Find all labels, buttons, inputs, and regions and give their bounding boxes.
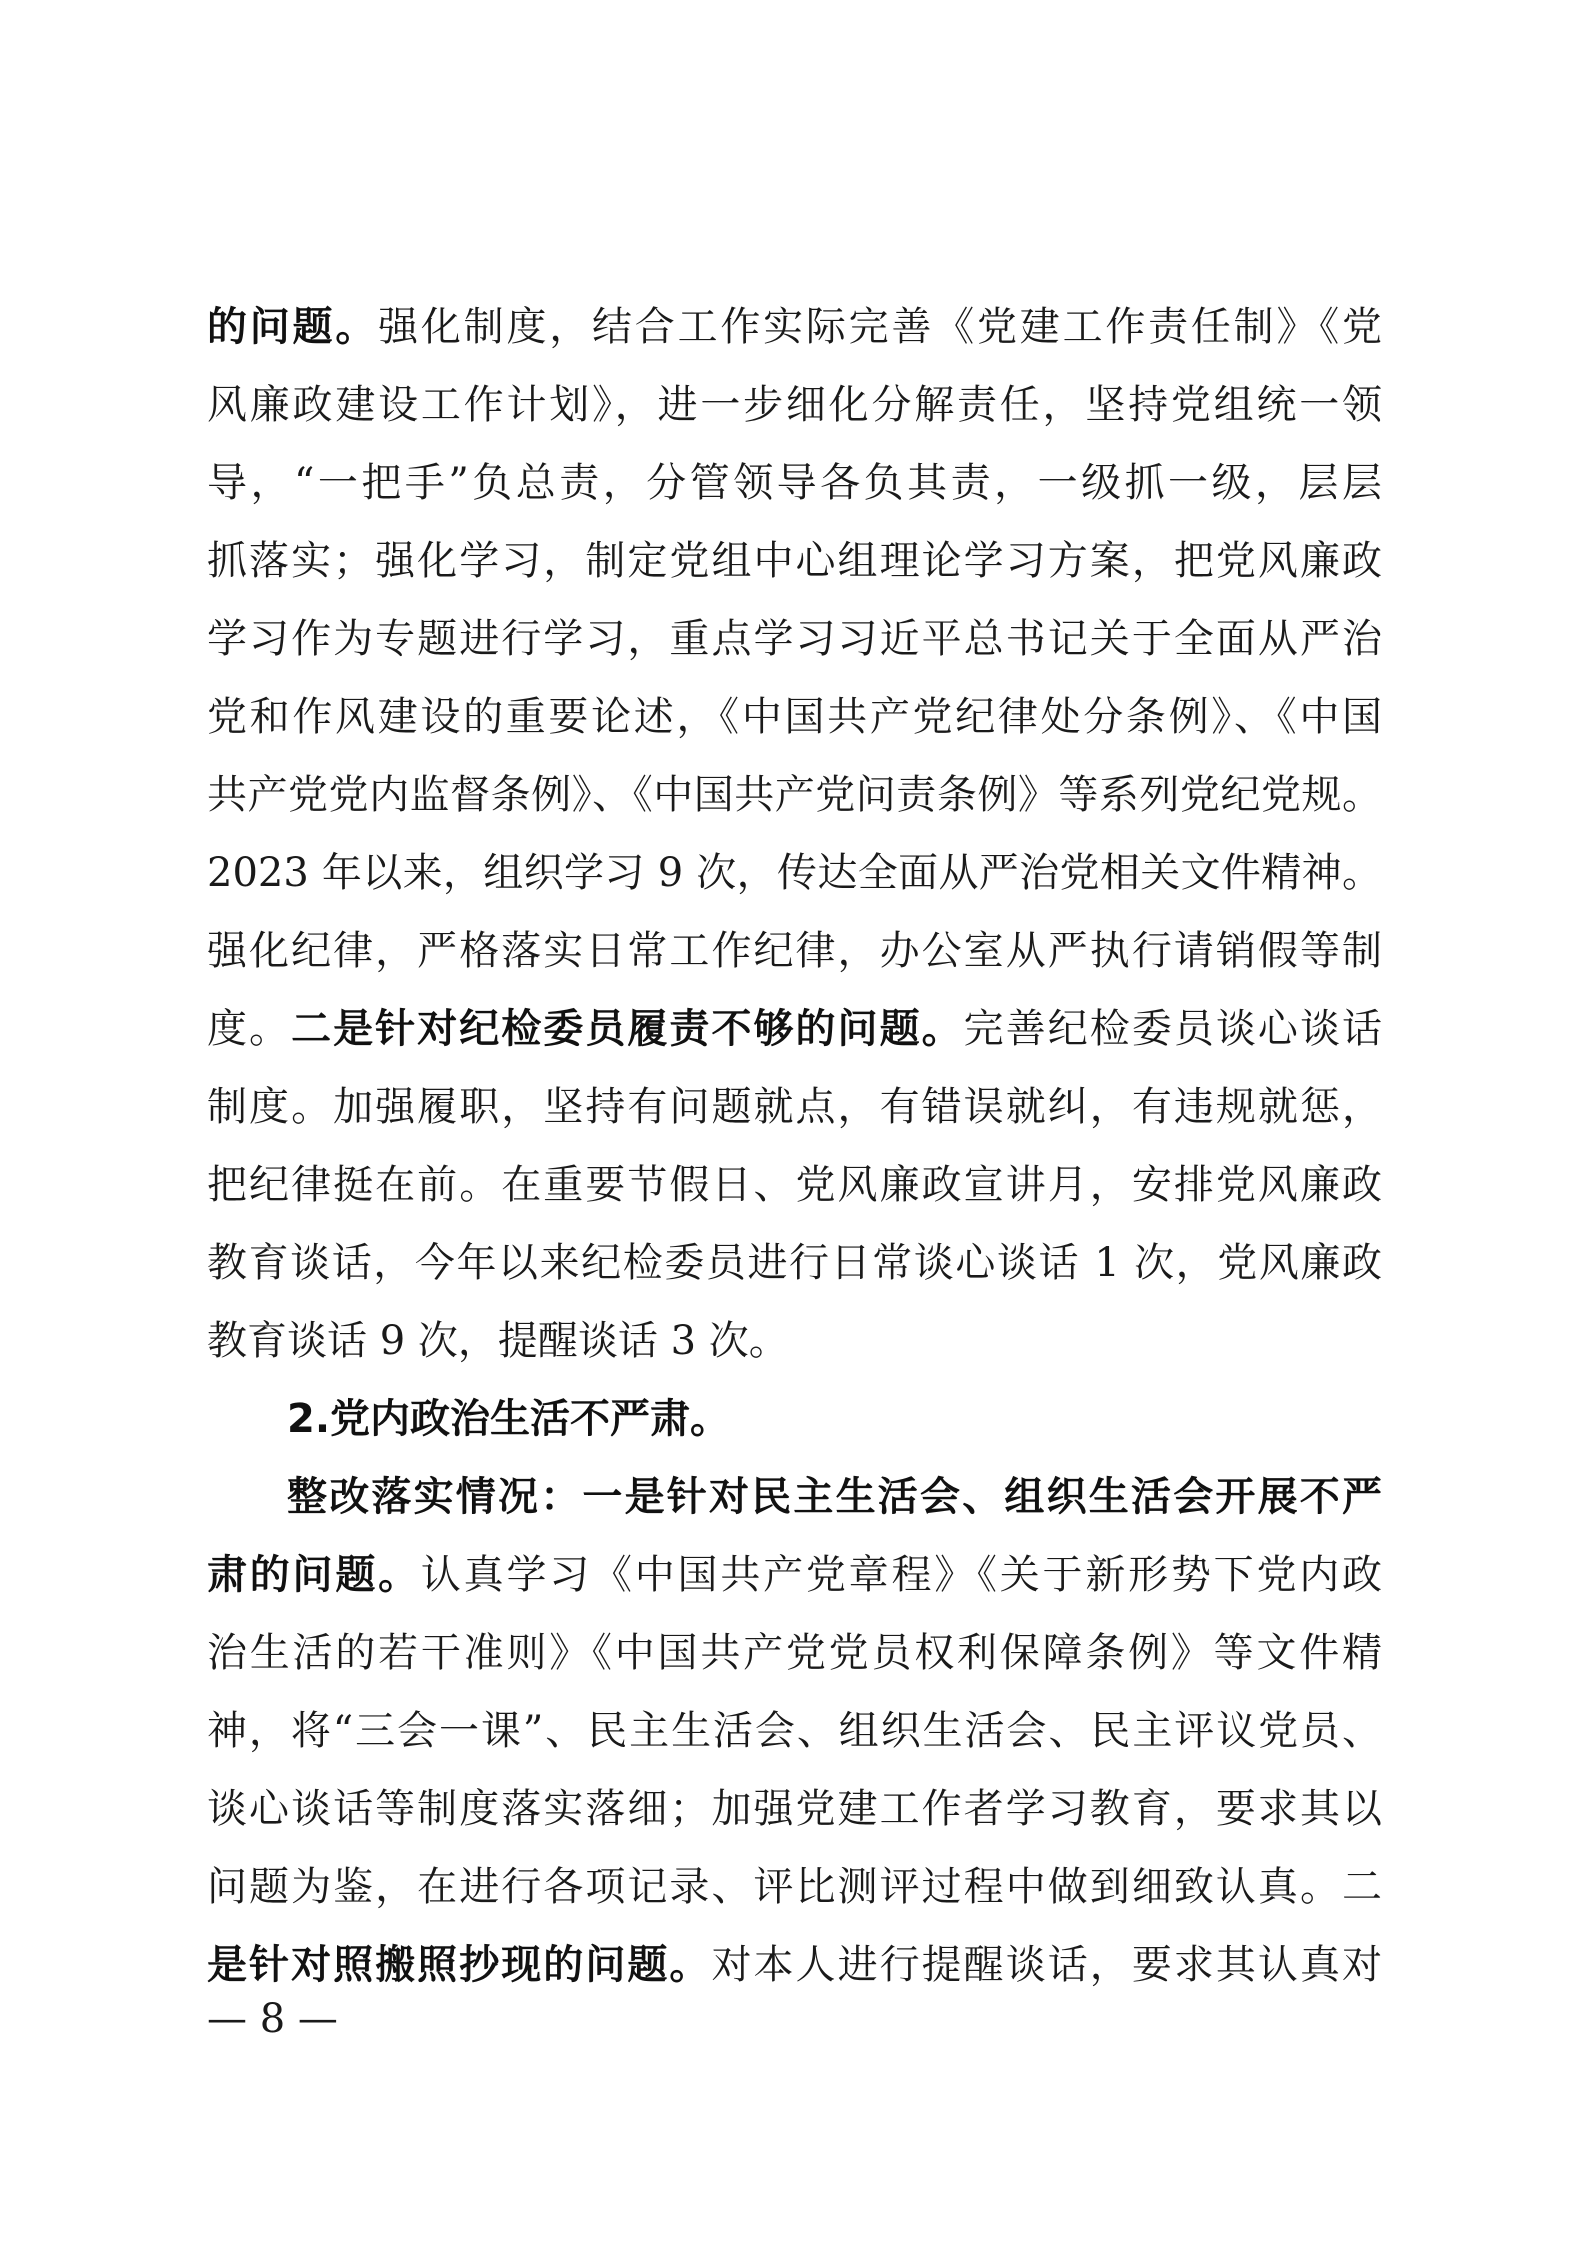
- text-line: [207, 1146, 1382, 1224]
- text-line: [207, 1614, 1382, 1692]
- text-segment: 教育谈话，今年以来纪检委员进行日常谈心谈话 1 次，党风廉政: [207, 1240, 1382, 1286]
- text-segment: 强化纪律，严格落实日常工作纪律，办公室从严执行请销假等制: [207, 928, 1382, 974]
- text-line: [207, 678, 1382, 756]
- text-line: [207, 1458, 1382, 1536]
- text-line: [207, 1692, 1382, 1770]
- text-line: [207, 756, 1382, 834]
- text-line: [207, 1224, 1382, 1302]
- text-segment: 抓落实；强化学习，制定党组中心组理论学习方案，把党风廉政: [207, 538, 1382, 584]
- text-segment: 认真学习《中国共产党章程》《关于新形势下党内政: [420, 1552, 1383, 1598]
- text-segment: 对本人进行提醒谈话，要求其认真对: [711, 1942, 1383, 1988]
- bold-text-segment: 的问题。: [207, 304, 379, 350]
- text-line: [207, 1380, 1382, 1458]
- text-segment: 教育谈话 9 次，提醒谈话 3 次。: [207, 1318, 789, 1364]
- text-segment: 问题为鉴，在进行各项记录、评比测评过程中做到细致认真。二: [207, 1864, 1382, 1910]
- bold-text-segment: 整改落实情况：一是针对民主生活会、组织生活会开展不严: [287, 1474, 1382, 1520]
- text-line: [207, 1848, 1382, 1926]
- text-segment: 谈心谈话等制度落实落细；加强党建工作者学习教育，要求其以: [207, 1786, 1382, 1832]
- text-segment: 党和作风建设的重要论述，《中国共产党纪律处分条例》、《中国: [207, 694, 1382, 740]
- text-segment: 治生活的若干准则》《中国共产党党员权利保障条例》等文件精: [207, 1630, 1382, 1676]
- text-line: [207, 600, 1382, 678]
- text-segment: 制度。加强履职，坚持有问题就点，有错误就纠，有违规就惩，: [207, 1084, 1382, 1130]
- text-line: [207, 834, 1382, 912]
- text-segment: 风廉政建设工作计划》，进一步细化分解责任，坚持党组统一领: [207, 382, 1382, 428]
- text-line: [207, 1302, 1382, 1380]
- text-line: [207, 522, 1382, 600]
- text-segment: 导，“一把手”负总责，分管领导各负其责，一级抓一级，层层: [207, 460, 1382, 506]
- text-segment: 神，将“三会一课”、民主生活会、组织生活会、民主评议党员、: [207, 1708, 1382, 1754]
- bold-text-segment: 2.党内政治生活不严肃。: [287, 1396, 731, 1442]
- text-line: [207, 990, 1382, 1068]
- text-segment: 度。: [207, 1006, 292, 1052]
- text-line: [207, 444, 1382, 522]
- text-segment: 学习作为专题进行学习，重点学习习近平总书记关于全面从严治: [207, 616, 1382, 662]
- text-line: [207, 288, 1382, 366]
- text-line: [207, 1068, 1382, 1146]
- text-line: [207, 366, 1382, 444]
- text-segment: 完善纪检委员谈心谈话: [963, 1006, 1383, 1052]
- text-segment: 强化制度，结合工作实际完善《党建工作责任制》《党: [378, 304, 1383, 350]
- bold-text-segment: 肃的问题。: [207, 1552, 421, 1598]
- bold-text-segment: 二是针对纪检委员履责不够的问题。: [291, 1006, 964, 1052]
- text-segment: 2023 年以来，组织学习 9 次，传达全面从严治党相关文件精神。: [207, 850, 1382, 896]
- text-line: [207, 1926, 1382, 2004]
- text-segment: 把纪律挺在前。在重要节假日、党风廉政宣讲月，安排党风廉政: [207, 1162, 1382, 1208]
- bold-text-segment: 是针对照搬照抄现的问题。: [207, 1942, 712, 1988]
- text-line: [207, 1536, 1382, 1614]
- body-text: [207, 288, 1382, 2004]
- text-line: [207, 1770, 1382, 1848]
- text-line: [207, 912, 1382, 990]
- page-number: — 8 —: [207, 1996, 338, 2042]
- text-segment: 共产党党内监督条例》、《中国共产党问责条例》等系列党纪党规。: [207, 772, 1382, 818]
